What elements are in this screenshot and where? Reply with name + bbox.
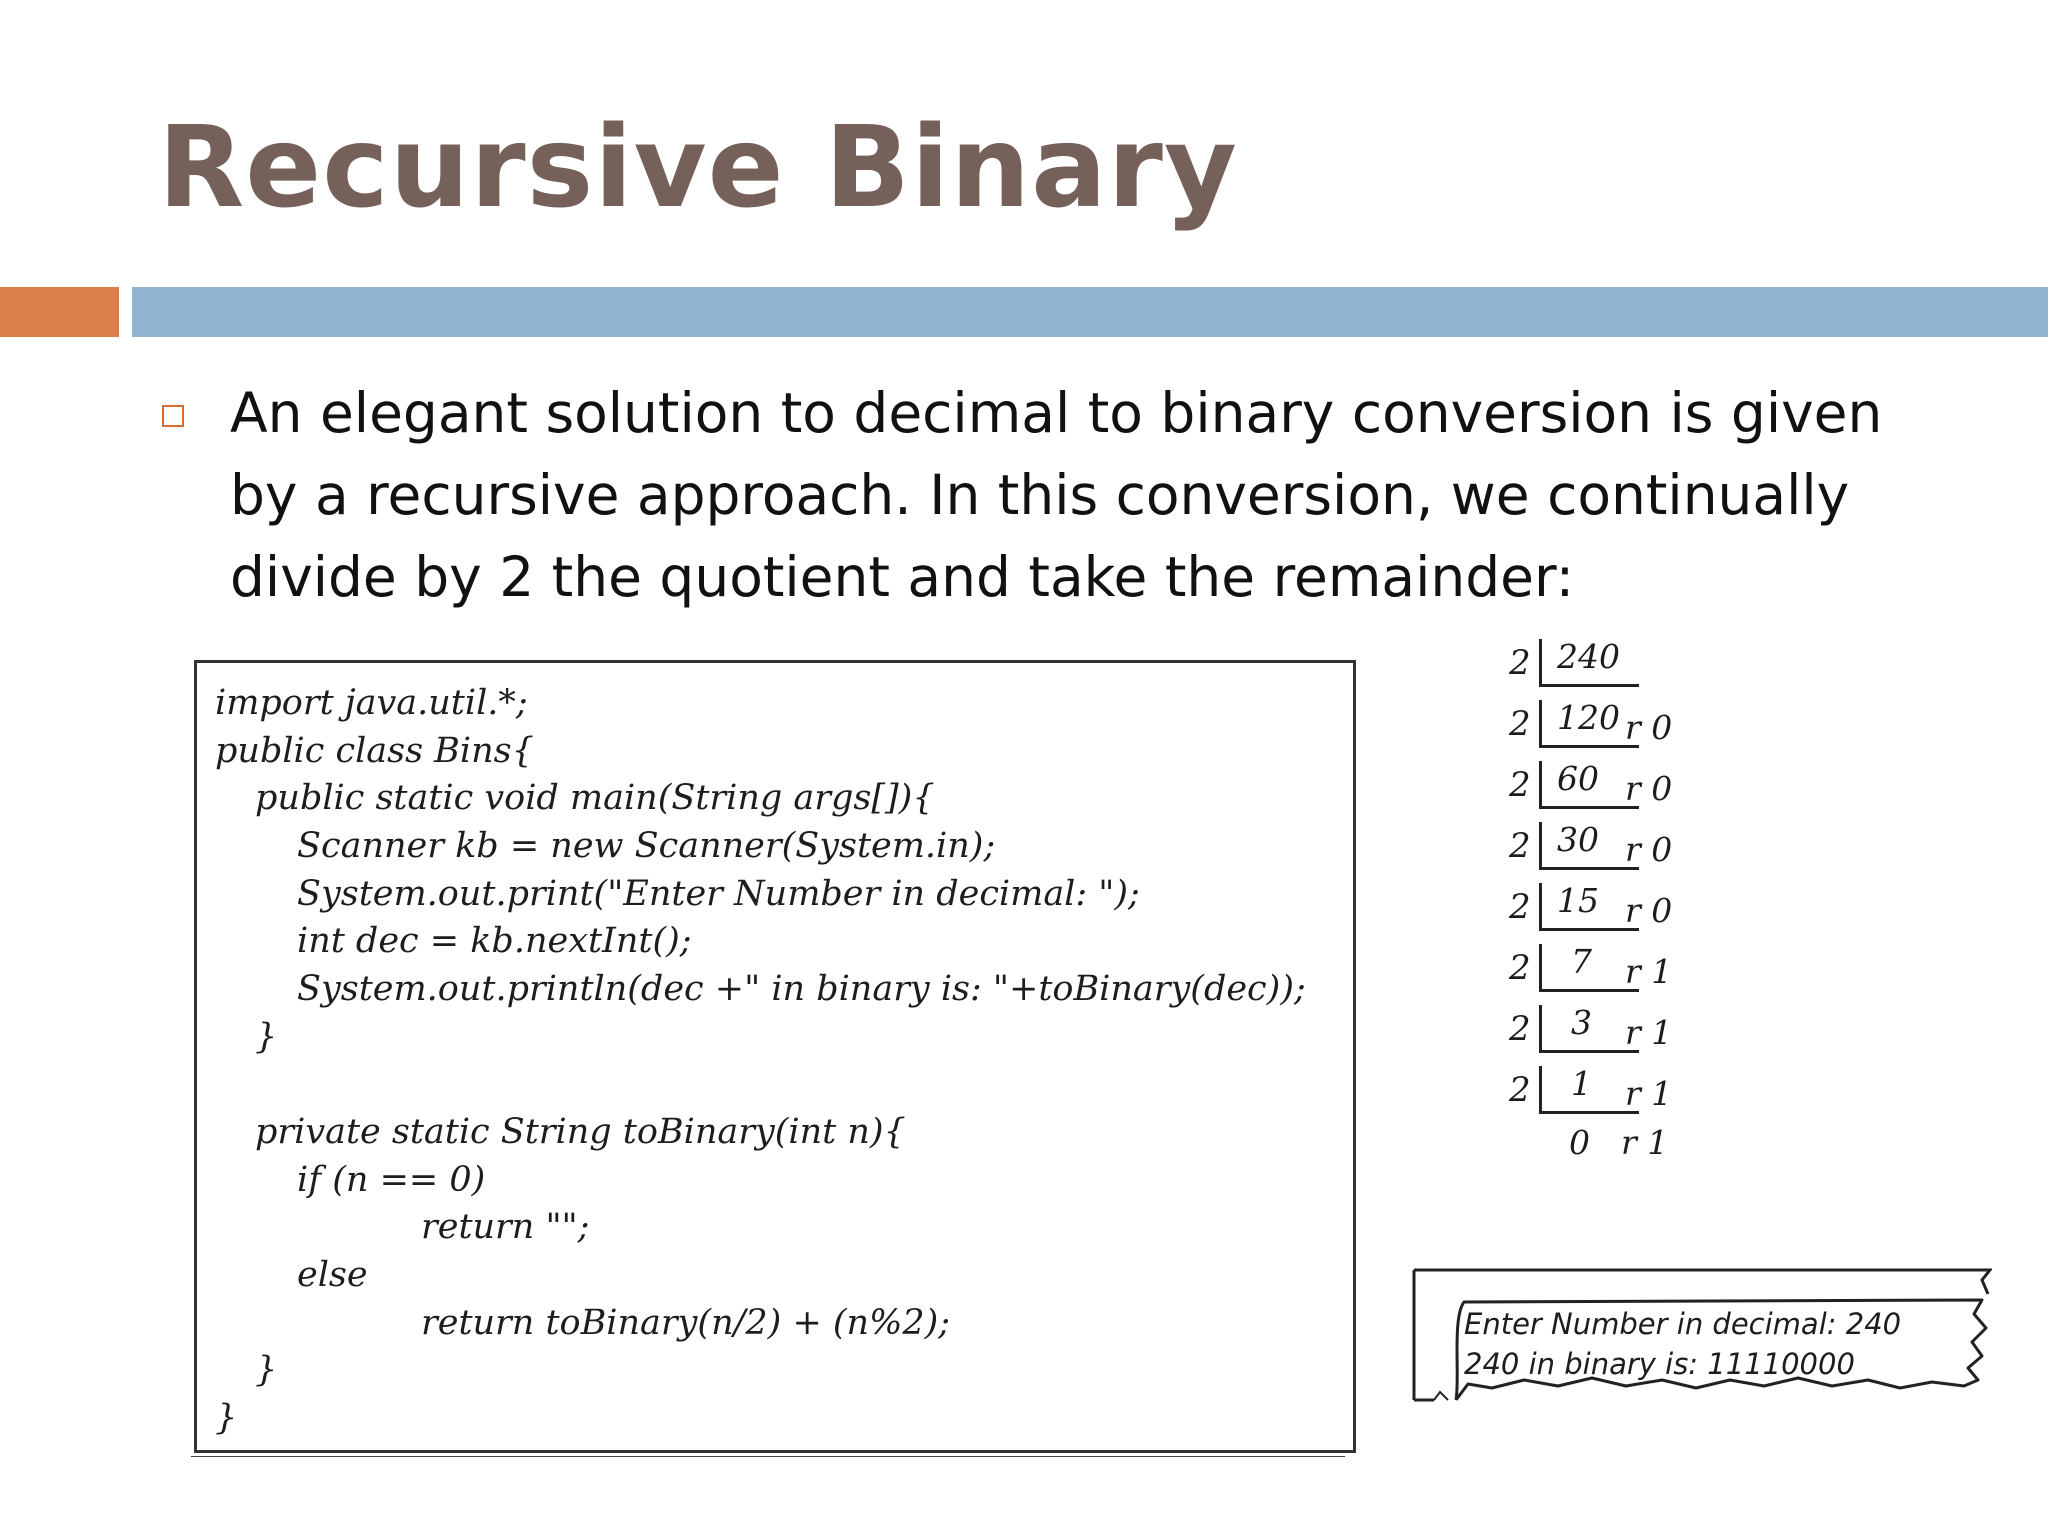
divisor: 2 [1509,704,1531,744]
division-row [1505,818,1705,874]
slide-title: Recursive Binary [158,103,1238,233]
remainder: r 1 [1625,952,1673,991]
division-row [1505,696,1705,752]
division-row [1505,1062,1705,1118]
division-row [1505,879,1705,935]
repeated-division-diagram [1505,635,1705,1175]
bullet-text: An elegant solution to decimal to binary conversion is given by a recursive approach. In this conversion, we continually divide by 2 the quotient and take the remainder: [230,381,1883,609]
code-line: if (n == 0) [297,1160,486,1200]
code-line: System.out.println(dec +" in binary is: "+toBinary(dec)); [297,969,1306,1009]
code-line: } [255,1017,278,1057]
remainder: r 1 [1625,1013,1673,1052]
quotient: 240 [1557,637,1620,676]
division-row [1505,1001,1705,1057]
final-quotient: 0 [1569,1123,1590,1162]
accent-bar-blue [132,287,2048,337]
hollow-square-bullet-icon [162,405,184,427]
code-line: public class Bins{ [215,731,534,771]
code-line: int dec = kb.nextInt(); [297,921,692,961]
divisor: 2 [1509,765,1531,805]
division-row [1505,757,1705,813]
output-line-prompt: Enter Number in decimal: 240 [1464,1307,1902,1341]
divisor: 2 [1509,887,1531,927]
divisor: 2 [1509,826,1531,866]
code-line: return ""; [421,1207,590,1247]
quotient: 7 [1571,942,1592,981]
division-row [1505,635,1705,691]
code-line: } [215,1398,238,1438]
remainder: r 1 [1625,1074,1673,1113]
remainder: r 0 [1625,769,1673,808]
accent-bar-orange [0,287,119,337]
code-listing [194,660,1356,1453]
divisor: 2 [1509,948,1531,988]
quotient: 3 [1571,1003,1592,1042]
divisor: 2 [1509,1009,1531,1049]
console-output-panel [1412,1268,1992,1402]
final-remainder: r 1 [1621,1123,1669,1162]
code-line: Scanner kb = new Scanner(System.in); [297,826,996,866]
divisor: 2 [1509,643,1531,683]
output-line-result: 240 in binary is: 11110000 [1464,1347,1855,1381]
quotient: 120 [1557,698,1620,737]
quotient: 60 [1557,759,1599,798]
code-line: else [297,1255,368,1295]
division-row [1505,940,1705,996]
code-line: public static void main(String args[]){ [255,778,935,818]
code-line: private static String toBinary(int n){ [255,1112,906,1152]
code-line: } [255,1350,278,1390]
remainder: r 0 [1625,708,1673,747]
division-final-row [1505,1123,1705,1179]
code-line: import java.util.*; [215,683,528,723]
remainder: r 0 [1625,830,1673,869]
code-line: return toBinary(n/2) + (n%2); [421,1303,951,1343]
remainder: r 0 [1625,891,1673,930]
quotient: 30 [1557,820,1599,859]
quotient: 15 [1557,881,1599,920]
divisor: 2 [1509,1070,1531,1110]
code-line: System.out.print("Enter Number in decimal: "); [297,874,1140,914]
quotient: 1 [1571,1064,1592,1103]
